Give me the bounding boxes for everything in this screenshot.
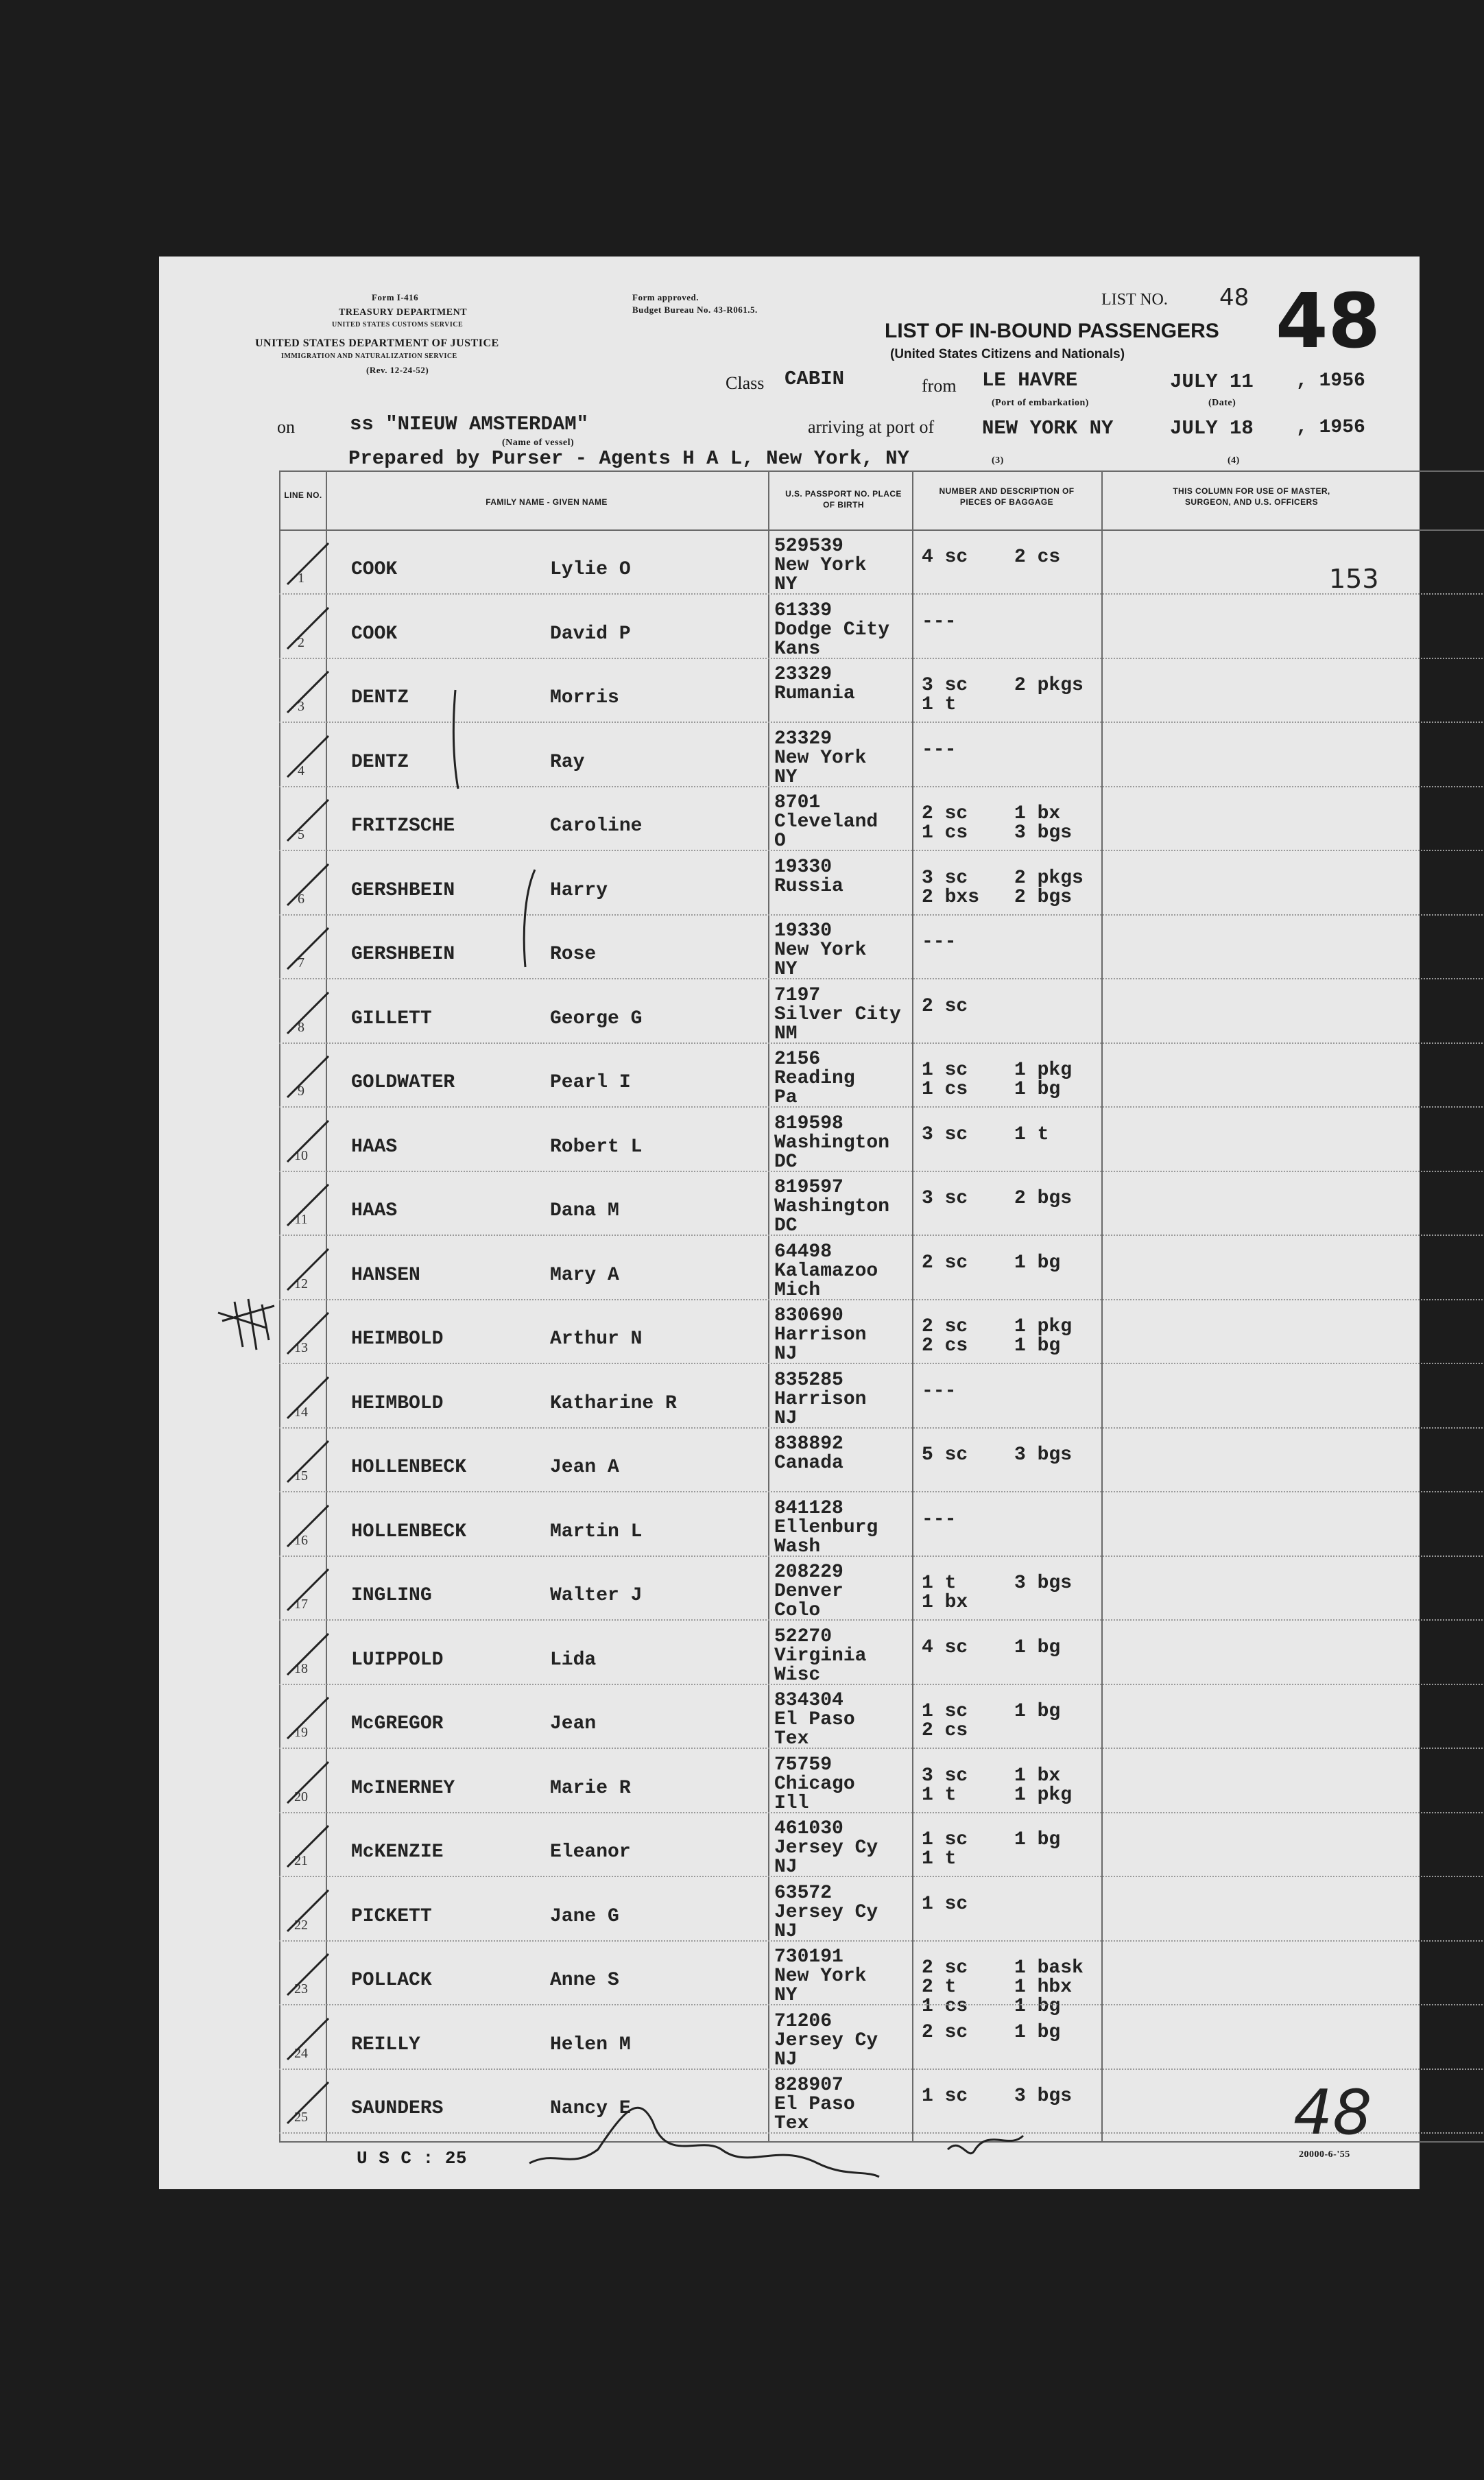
signature bbox=[529, 2108, 879, 2177]
family-name: COOK bbox=[351, 623, 398, 645]
baggage-item: 2 cs bbox=[1014, 547, 1061, 568]
baggage-item: 2 bgs bbox=[1014, 886, 1073, 908]
family-name: McKENZIE bbox=[351, 1841, 444, 1863]
family-name: McGREGOR bbox=[351, 1713, 444, 1734]
baggage-item: 1 bg bbox=[1014, 1829, 1061, 1850]
passport-number: 7197 bbox=[774, 984, 821, 1006]
place-of-birth-state: Mich bbox=[774, 1279, 821, 1301]
line-number: 21 bbox=[294, 1853, 308, 1868]
line-number: 20 bbox=[294, 1789, 308, 1804]
footer-form-code: 20000-6-'55 bbox=[1299, 2149, 1350, 2160]
arriving-label: arriving at port of bbox=[808, 417, 935, 437]
baggage-item: 2 bgs bbox=[1014, 1188, 1073, 1209]
baggage-item: 1 bx bbox=[922, 1592, 968, 1613]
baggage-item: --- bbox=[922, 1508, 957, 1530]
given-name: George G bbox=[550, 1007, 643, 1029]
place-of-birth: Jersey Cy bbox=[774, 2029, 878, 2051]
budget-bureau: Budget Bureau No. 43-R061.5. bbox=[632, 305, 758, 315]
date-caption: (Date) bbox=[1208, 398, 1236, 408]
place-of-birth-state: NJ bbox=[774, 2049, 798, 2071]
place-of-birth-state: Tex bbox=[774, 1728, 809, 1750]
passport-number: 63572 bbox=[774, 1882, 833, 1904]
passport-number: 61339 bbox=[774, 599, 833, 621]
passport-number: 208229 bbox=[774, 1562, 843, 1583]
place-of-birth: Jersey Cy bbox=[774, 1901, 878, 1923]
baggage-item: 1 sc bbox=[922, 2086, 968, 2107]
family-name: PICKETT bbox=[351, 1905, 432, 1927]
family-name: HANSEN bbox=[351, 1264, 420, 1286]
family-name: McINERNEY bbox=[351, 1777, 455, 1799]
passport-number: 730191 bbox=[774, 1946, 843, 1968]
family-name: HEIMBOLD bbox=[351, 1392, 444, 1414]
handwritten-153: 153 bbox=[1329, 564, 1379, 594]
baggage-item: 2 sc bbox=[922, 2021, 968, 2043]
footer-usc: U S C : 25 bbox=[357, 2148, 468, 2169]
form-title: LIST OF IN-BOUND PASSENGERS bbox=[885, 320, 1219, 342]
baggage-item: 3 sc bbox=[922, 1188, 968, 1209]
line-number: 14 bbox=[294, 1404, 308, 1420]
passport-number: 8701 bbox=[774, 792, 821, 813]
baggage-item: 1 sc bbox=[922, 1829, 968, 1850]
col-header-passport: U.S. PASSPORT NO. PLACE OF BIRTH bbox=[785, 489, 902, 510]
given-name: Martin L bbox=[550, 1521, 643, 1542]
given-name: Caroline bbox=[550, 815, 643, 837]
family-name: HAAS bbox=[351, 1200, 398, 1221]
given-name: Ray bbox=[550, 751, 585, 773]
caption-3: (3) bbox=[992, 455, 1004, 466]
given-name: Lida bbox=[550, 1649, 597, 1671]
passport-number: 841128 bbox=[774, 1497, 843, 1519]
family-name: REILLY bbox=[351, 2034, 420, 2055]
place-of-birth: New York bbox=[774, 940, 867, 961]
baggage-item: --- bbox=[922, 931, 957, 953]
passport-number: 830690 bbox=[774, 1305, 843, 1326]
place-of-birth-state: NM bbox=[774, 1023, 798, 1045]
place-of-birth-state: NJ bbox=[774, 1920, 798, 1942]
from-label: from bbox=[922, 376, 957, 396]
given-name: Lylie O bbox=[550, 559, 631, 580]
family-name: FRITZSCHE bbox=[351, 815, 455, 837]
place-of-birth: Cleveland bbox=[774, 811, 878, 833]
baggage-item: 1 cs bbox=[922, 1996, 968, 2017]
place-of-birth: Dodge City bbox=[774, 619, 890, 641]
given-name: Harry bbox=[550, 879, 608, 901]
line-number: 10 bbox=[294, 1147, 308, 1163]
baggage-item: 1 hbx bbox=[1014, 1977, 1073, 1998]
passport-number: 52270 bbox=[774, 1625, 833, 1647]
baggage-item: 1 bask bbox=[1014, 1957, 1084, 1979]
list-no-large: 48 bbox=[1276, 277, 1381, 365]
passport-number: 19330 bbox=[774, 920, 833, 942]
bracket-mark bbox=[524, 870, 535, 967]
place-of-birth: Chicago bbox=[774, 1773, 855, 1795]
baggage-item: 1 cs bbox=[922, 822, 968, 844]
embarkation-date: JULY 11 bbox=[1170, 370, 1254, 393]
embarkation-year: , 1956 bbox=[1296, 370, 1365, 392]
baggage-item: 1 sc bbox=[922, 1893, 968, 1915]
place-of-birth: Washington bbox=[774, 1196, 890, 1217]
place-of-birth: Harrison bbox=[774, 1388, 867, 1410]
place-of-birth-state: NY bbox=[774, 766, 798, 788]
arrival-port: NEW YORK NY bbox=[982, 417, 1114, 440]
on-label: on bbox=[277, 417, 295, 437]
baggage-item: 1 sc bbox=[922, 1060, 968, 1081]
given-name: Dana M bbox=[550, 1200, 619, 1221]
place-of-birth-state: DC bbox=[774, 1215, 798, 1237]
baggage-item: 1 t bbox=[922, 694, 957, 715]
baggage-item: --- bbox=[922, 610, 957, 632]
family-name: INGLING bbox=[351, 1585, 432, 1606]
given-name: Pearl I bbox=[550, 1072, 631, 1093]
place-of-birth-state: Kans bbox=[774, 638, 821, 660]
class-label: Class bbox=[726, 373, 765, 393]
given-name: Katharine R bbox=[550, 1392, 677, 1414]
place-of-birth: Washington bbox=[774, 1132, 890, 1154]
vessel-caption: (Name of vessel) bbox=[502, 438, 575, 448]
place-of-birth: El Paso bbox=[774, 2094, 855, 2115]
baggage-item: --- bbox=[922, 1380, 957, 1402]
revision-date: (Rev. 12-24-52) bbox=[366, 365, 429, 375]
baggage-item: 1 bg bbox=[1014, 1636, 1061, 1658]
passport-number: 835285 bbox=[774, 1369, 843, 1391]
family-name: COOK bbox=[351, 559, 398, 580]
baggage-item: 1 t bbox=[922, 1784, 957, 1806]
passport-number: 461030 bbox=[774, 1818, 843, 1839]
place-of-birth: Reading bbox=[774, 1068, 855, 1089]
port-of-embarkation: LE HAVRE bbox=[982, 369, 1078, 392]
baggage-item: 1 pkg bbox=[1014, 1060, 1073, 1081]
given-name: Morris bbox=[550, 687, 619, 708]
place-of-birth: Harrison bbox=[774, 1324, 867, 1346]
family-name: GERSHBEIN bbox=[351, 944, 455, 965]
passport-number: 834304 bbox=[774, 1690, 843, 1711]
place-of-birth-state: NY bbox=[774, 574, 798, 595]
line-number: 9 bbox=[298, 1084, 304, 1099]
place-of-birth: Virginia bbox=[774, 1645, 867, 1667]
family-name: DENTZ bbox=[351, 687, 409, 708]
given-name: Arthur N bbox=[550, 1328, 643, 1350]
place-of-birth: Denver bbox=[774, 1581, 843, 1602]
bracket-mark bbox=[453, 690, 458, 789]
given-name: Rose bbox=[550, 944, 597, 965]
baggage-item: 3 sc bbox=[922, 867, 968, 889]
class-value: CABIN bbox=[785, 368, 845, 390]
place-of-birth: Silver City bbox=[774, 1003, 901, 1025]
family-name: HAAS bbox=[351, 1136, 398, 1158]
passenger-list-form bbox=[159, 257, 1420, 2189]
family-name: LUIPPOLD bbox=[351, 1649, 444, 1671]
baggage-item: 1 t bbox=[922, 1573, 957, 1594]
line-number: 24 bbox=[294, 2045, 308, 2061]
caption-4: (4) bbox=[1228, 455, 1240, 466]
given-name: Anne S bbox=[550, 1970, 619, 1991]
place-of-birth: Canada bbox=[774, 1453, 843, 1474]
baggage-item: 2 pkgs bbox=[1014, 867, 1084, 889]
family-name: POLLACK bbox=[351, 1970, 432, 1991]
baggage-item: 1 bx bbox=[1014, 803, 1061, 824]
place-of-birth: Kalamazoo bbox=[774, 1260, 878, 1282]
customs-service: UNITED STATES CUSTOMS SERVICE bbox=[332, 321, 464, 329]
baggage-item: 3 bgs bbox=[1014, 2086, 1073, 2107]
prepared-by: Prepared by Purser - Agents H A L, New York, NY bbox=[348, 447, 909, 470]
family-name: HEIMBOLD bbox=[351, 1328, 444, 1350]
line-number: 19 bbox=[294, 1725, 308, 1740]
baggage-item: 2 sc bbox=[922, 1316, 968, 1337]
baggage-item: 2 pkgs bbox=[1014, 675, 1084, 696]
handwritten-48: 48 bbox=[1293, 2077, 1372, 2149]
arrival-year: , 1956 bbox=[1296, 417, 1365, 438]
place-of-birth: New York bbox=[774, 1966, 867, 1987]
handwritten-marks bbox=[159, 257, 1420, 2189]
form-approved: Form approved. bbox=[632, 292, 699, 302]
baggage-item: 1 bx bbox=[1014, 1765, 1061, 1787]
place-of-birth-state: NJ bbox=[774, 1407, 798, 1429]
line-number: 5 bbox=[298, 827, 304, 842]
port-caption: (Port of embarkation) bbox=[992, 398, 1089, 408]
place-of-birth-state: NY bbox=[774, 1985, 798, 2006]
passport-number: 71206 bbox=[774, 2010, 833, 2032]
passport-number: 828907 bbox=[774, 2075, 843, 2096]
place-of-birth: Rumania bbox=[774, 683, 855, 704]
line-number: 23 bbox=[294, 1981, 308, 1996]
given-name: Mary A bbox=[550, 1264, 619, 1286]
given-name: Jane G bbox=[550, 1905, 619, 1927]
scribble-mark bbox=[218, 1299, 274, 1350]
place-of-birth: El Paso bbox=[774, 1709, 855, 1730]
baggage-item: 1 pkg bbox=[1014, 1316, 1073, 1337]
line-number: 2 bbox=[298, 634, 304, 650]
place-of-birth-state: NJ bbox=[774, 1857, 798, 1878]
baggage-item: 1 pkg bbox=[1014, 1784, 1073, 1806]
baggage-item: 2 t bbox=[922, 1977, 957, 1998]
baggage-item: 1 cs bbox=[922, 1079, 968, 1100]
line-number: 22 bbox=[294, 1917, 308, 1933]
baggage-item: 3 sc bbox=[922, 1765, 968, 1787]
line-number: 25 bbox=[294, 2110, 308, 2125]
place-of-birth-state: NY bbox=[774, 959, 798, 980]
baggage-item: 2 bxs bbox=[922, 886, 980, 908]
family-name: HOLLENBECK bbox=[351, 1457, 467, 1478]
line-number: 12 bbox=[294, 1276, 308, 1291]
family-name: HOLLENBECK bbox=[351, 1521, 467, 1542]
family-name: GILLETT bbox=[351, 1007, 432, 1029]
place-of-birth-state: O bbox=[774, 831, 786, 852]
passport-number: 838892 bbox=[774, 1433, 843, 1455]
line-number: 7 bbox=[298, 955, 304, 970]
given-name: Walter J bbox=[550, 1585, 643, 1606]
given-name: Eleanor bbox=[550, 1841, 631, 1863]
line-number: 6 bbox=[298, 891, 304, 907]
line-number: 3 bbox=[298, 699, 304, 714]
given-name: Jean bbox=[550, 1713, 597, 1734]
line-number: 13 bbox=[294, 1340, 308, 1355]
passport-number: 819598 bbox=[774, 1112, 843, 1134]
treasury-department: TREASURY DEPARTMENT bbox=[339, 307, 468, 318]
place-of-birth-state: Ill bbox=[774, 1792, 809, 1814]
baggage-item: 4 sc bbox=[922, 1636, 968, 1658]
line-number: 15 bbox=[294, 1468, 308, 1483]
col-header-name: FAMILY NAME - GIVEN NAME bbox=[486, 497, 608, 507]
place-of-birth-state: Wisc bbox=[774, 1664, 821, 1686]
baggage-item: 2 cs bbox=[922, 1335, 968, 1357]
baggage-item: 3 sc bbox=[922, 675, 968, 696]
passport-number: 75759 bbox=[774, 1754, 833, 1776]
arrival-date: JULY 18 bbox=[1170, 417, 1254, 440]
baggage-item: --- bbox=[922, 739, 957, 761]
given-name: Jean A bbox=[550, 1457, 619, 1478]
baggage-item: 5 sc bbox=[922, 1444, 968, 1466]
baggage-item: 2 cs bbox=[922, 1720, 968, 1741]
baggage-item: 1 bg bbox=[1014, 1701, 1061, 1722]
line-number: 1 bbox=[298, 571, 304, 586]
place-of-birth-state: Pa bbox=[774, 1087, 798, 1108]
baggage-item: 1 t bbox=[922, 1848, 957, 1870]
line-number: 4 bbox=[298, 763, 304, 778]
place-of-birth: Jersey Cy bbox=[774, 1837, 878, 1859]
baggage-item: 2 sc bbox=[922, 803, 968, 824]
given-name: Marie R bbox=[550, 1777, 631, 1799]
place-of-birth-state: NJ bbox=[774, 1344, 798, 1365]
passport-number: 529539 bbox=[774, 536, 843, 557]
place-of-birth: New York bbox=[774, 747, 867, 769]
baggage-item: 1 bg bbox=[1014, 2021, 1061, 2043]
place-of-birth: Russia bbox=[774, 875, 843, 897]
line-number: 18 bbox=[294, 1660, 308, 1676]
col-header-officers: THIS COLUMN FOR USE OF MASTER, SURGEON, AND U.S. OFFICERS bbox=[1173, 486, 1330, 507]
passport-number: 23329 bbox=[774, 728, 833, 750]
given-name: David P bbox=[550, 623, 631, 645]
baggage-item: 3 sc bbox=[922, 1123, 968, 1145]
passport-number: 64498 bbox=[774, 1241, 833, 1263]
baggage-item: 3 bgs bbox=[1014, 1444, 1073, 1466]
baggage-item: 1 bg bbox=[1014, 1079, 1061, 1100]
form-subtitle: (United States Citizens and Nationals) bbox=[890, 347, 1125, 361]
list-no-value: 48 bbox=[1219, 284, 1249, 311]
department-of-justice: UNITED STATES DEPARTMENT OF JUSTICE bbox=[255, 337, 499, 349]
line-number: 16 bbox=[294, 1532, 308, 1548]
passport-number: 819597 bbox=[774, 1177, 843, 1198]
place-of-birth-state: Wash bbox=[774, 1536, 821, 1558]
given-name: Robert L bbox=[550, 1136, 643, 1158]
family-name: DENTZ bbox=[351, 751, 409, 773]
list-no-label: LIST NO. bbox=[1101, 291, 1168, 309]
place-of-birth-state: DC bbox=[774, 1151, 798, 1173]
place-of-birth: Ellenburg bbox=[774, 1516, 878, 1538]
vessel-name: ss "NIEUW AMSTERDAM" bbox=[350, 413, 589, 436]
line-number: 11 bbox=[294, 1212, 308, 1227]
form-id: Form I-416 bbox=[372, 292, 419, 302]
initials bbox=[948, 2136, 1023, 2154]
baggage-item: 3 bgs bbox=[1014, 1573, 1073, 1594]
baggage-item: 1 bg bbox=[1014, 1252, 1061, 1274]
passport-number: 19330 bbox=[774, 856, 833, 878]
baggage-item: 3 bgs bbox=[1014, 822, 1073, 844]
col-header-baggage: NUMBER AND DESCRIPTION OF PIECES OF BAGGAGE bbox=[939, 486, 1075, 507]
baggage-item: 2 sc bbox=[922, 995, 968, 1017]
place-of-birth: New York bbox=[774, 555, 867, 576]
line-number: 17 bbox=[294, 1597, 308, 1612]
place-of-birth-state: Tex bbox=[774, 2113, 809, 2134]
baggage-item: 2 sc bbox=[922, 1957, 968, 1979]
given-name: Helen M bbox=[550, 2034, 631, 2055]
col-header-line-no: LINE NO. bbox=[284, 490, 322, 500]
line-number: 8 bbox=[298, 1019, 304, 1035]
baggage-item: 1 sc bbox=[922, 1701, 968, 1722]
place-of-birth-state: Colo bbox=[774, 1600, 821, 1621]
baggage-item: 1 bg bbox=[1014, 1996, 1061, 2017]
family-name: SAUNDERS bbox=[351, 2098, 444, 2119]
passport-number: 23329 bbox=[774, 664, 833, 685]
given-name: Nancy E bbox=[550, 2098, 631, 2119]
passport-number: 2156 bbox=[774, 1049, 821, 1070]
baggage-item: 1 bg bbox=[1014, 1335, 1061, 1357]
family-name: GOLDWATER bbox=[351, 1072, 455, 1093]
family-name: GERSHBEIN bbox=[351, 879, 455, 901]
baggage-item: 4 sc bbox=[922, 547, 968, 568]
baggage-item: 2 sc bbox=[922, 1252, 968, 1274]
immigration-service: IMMIGRATION AND NATURALIZATION SERVICE bbox=[281, 353, 457, 360]
baggage-item: 1 t bbox=[1014, 1123, 1049, 1145]
